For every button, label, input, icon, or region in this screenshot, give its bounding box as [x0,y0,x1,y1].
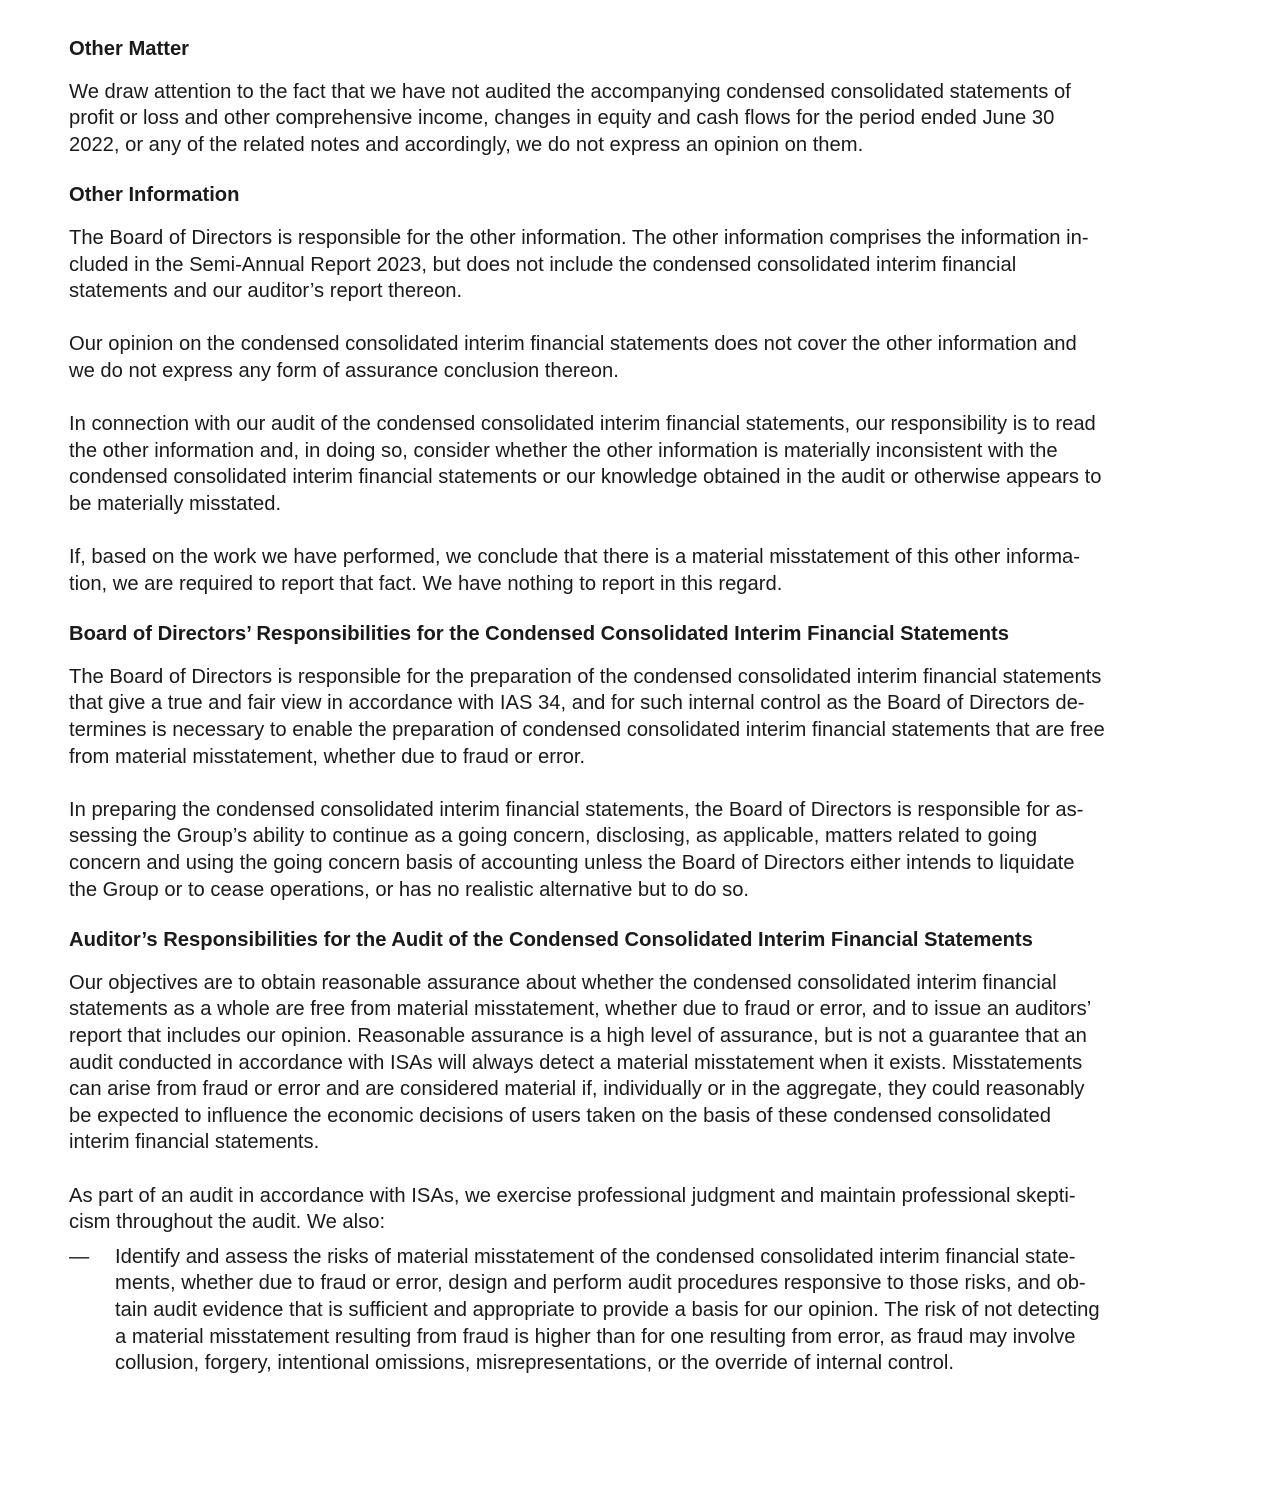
text-line: tion, we are required to report that fact. We have nothing to report in this regard. [69,572,783,595]
heading-gap [69,648,1179,664]
text-line: Identify and assess the risks of material misstatement of the condensed consolidated interim financial state- [115,1245,1076,1268]
text-line: ments, whether due to fraud or error, design and perform audit procedures responsive to those risks, and ob- [115,1272,1086,1295]
text-line: The Board of Directors is responsible for the other information. The other information comprises the information in- [69,226,1089,249]
text-line: from material misstatement, whether due to fraud or error. [69,745,586,768]
paragraph [69,331,1179,384]
text-line: be materially misstated. [69,492,282,515]
text-line: statements as a whole are free from material misstatement, whether due to fraud or error, and to issue an auditors’ [69,998,1092,1021]
bullet-item [69,1244,1179,1377]
document-page [69,36,1179,1377]
text-line: interim financial statements. [69,1131,320,1154]
paragraph [69,225,1179,305]
text-line: Our opinion on the condensed consolidated interim financial statements does not cover the other information and [69,333,1077,356]
text-line: collusion, forgery, intentional omissions, misrepresentations, or the override of internal control. [115,1352,954,1375]
text-line: that give a true and fair view in accordance with IAS 34, and for such internal control as the Board of Directors de- [69,692,1085,715]
text-line: We draw attention to the fact that we have not audited the accompanying condensed consolidated statements of [69,80,1071,103]
text-line: termines is necessary to enable the preparation of condensed consolidated interim financial statements that are free [69,719,1105,742]
paragraph-gap [69,1156,1179,1183]
section-heading: Auditor’s Responsibilities for the Audit of the Condensed Consolidated Interim Financial Statements [69,929,1033,952]
section-gap [69,903,1179,927]
heading-gap [69,63,1179,79]
heading-gap [69,954,1179,970]
text-line: As part of an audit in accordance with ISAs, we exercise professional judgment and maintain professional skepti- [69,1184,1076,1207]
text-line: cism throughout the audit. We also: [69,1211,386,1234]
section-heading: Board of Directors’ Responsibilities for the Condensed Consolidated Interim Financial Statements [69,623,1009,646]
paragraph-gap [69,305,1179,332]
text-line: audit conducted in accordance with ISAs will always detect a material misstatement when it exists. Misstatements [69,1051,1083,1074]
text-line: condensed consolidated interim financial statements or our knowledge obtained in the audit or otherwise appears to [69,466,1102,489]
text-line: can arise from fraud or error and are considered material if, individually or in the aggregate, they could reasonably [69,1078,1085,1101]
paragraph-gap [69,770,1179,797]
section-heading: Other Information [69,184,240,207]
text-line: profit or loss and other comprehensive income, changes in equity and cash flows for the period ended June 30 [69,107,1055,130]
paragraph [69,544,1179,597]
paragraph-gap [69,518,1179,545]
paragraph [69,1183,1179,1236]
section-gap [69,597,1179,621]
paragraph-gap [69,385,1179,412]
paragraph [69,970,1179,1156]
section-gap [69,158,1179,182]
text-line: In connection with our audit of the condensed consolidated interim financial statements, our responsibility is to read [69,413,1096,436]
heading-gap [69,209,1179,225]
paragraph [69,797,1179,903]
text-line: report that includes our opinion. Reasonable assurance is a high level of assurance, but is not a guarantee that an [69,1025,1087,1047]
text-line: tain audit evidence that is sufficient and appropriate to provide a basis for our opinion. The risk of not detecting [115,1298,1100,1321]
text-line: statements and our auditor’s report thereon. [69,280,463,303]
text-line: 2022, or any of the related notes and accordingly, we do not express an opinion on them. [69,133,864,156]
text-line: concern and using the going concern basis of accounting unless the Board of Directors either intends to liquidate [69,852,1075,875]
section-heading: Other Matter [69,38,190,60]
text-line: be expected to influence the economic decisions of users taken on the basis of these condensed consolidated [69,1104,1051,1127]
text-line: the Group or to cease operations, or has no realistic alternative but to do so. [69,878,750,901]
bullet-dash-marker: — [69,1245,90,1268]
paragraph [69,411,1179,517]
text-line: we do not express any form of assurance conclusion thereon. [69,359,619,382]
paragraph [69,664,1179,770]
text-line: cluded in the Semi-Annual Report 2023, but does not include the condensed consolidated interim financial [69,253,1017,276]
text-line: Our objectives are to obtain reasonable assurance about whether the condensed consolidated interim financial [69,971,1057,994]
text-line: In preparing the condensed consolidated interim financial statements, the Board of Directors is responsible for as- [69,798,1084,821]
text-line: sessing the Group’s ability to continue as a going concern, disclosing, as applicable, matters related to going [69,825,1038,848]
bullet-text [115,1244,1179,1377]
paragraph [69,79,1179,159]
text-line: the other information and, in doing so, consider whether the other information is materially inconsistent with the [69,439,1058,462]
text-line: The Board of Directors is responsible for the preparation of the condensed consolidated interim financial statements [69,665,1102,688]
text-line: If, based on the work we have performed, we conclude that there is a material misstatement of this other informa- [69,546,1080,569]
text-line: a material misstatement resulting from fraud is higher than for one resulting from error, as fraud may involve [115,1325,1076,1348]
